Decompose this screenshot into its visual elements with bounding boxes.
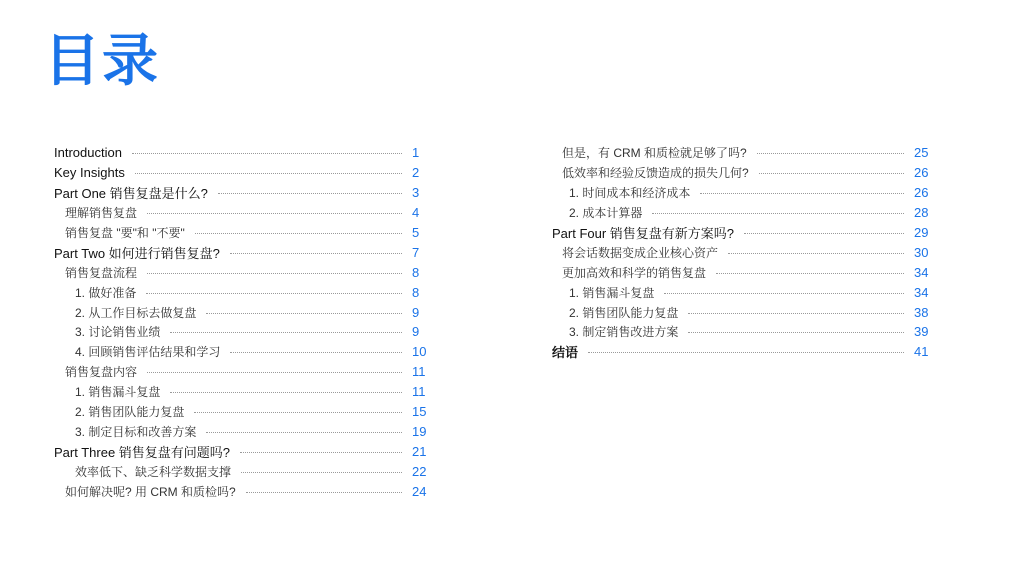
toc-left-column — [54, 143, 434, 501]
toc-entry-label: 将会话数据变成企业核心资产 — [562, 245, 719, 260]
toc-entry[interactable] — [54, 163, 434, 183]
toc-entry-label: Key Insights — [54, 165, 125, 181]
toc-entry[interactable] — [54, 461, 434, 481]
dot-leader — [147, 372, 402, 373]
toc-entry[interactable] — [54, 322, 434, 342]
dot-leader — [147, 273, 402, 274]
toc-entry-page: 8 — [412, 284, 420, 300]
toc-entry-page: 29 — [914, 225, 929, 240]
dot-leader — [170, 332, 402, 333]
toc-entry-label: 效率低下、缺乏科学数据支撑 — [75, 464, 232, 479]
toc-entry-label: 2. 销售团队能力复盘 — [569, 305, 679, 320]
toc-entry-page: 3 — [412, 185, 420, 201]
toc-entry-label: 4. 回顾销售评估结果和学习 — [75, 345, 221, 360]
toc-right-column — [552, 143, 936, 362]
toc-entry[interactable] — [54, 223, 434, 243]
toc-entry-label: Part Four 销售复盘有新方案吗? — [552, 226, 735, 241]
toc-entry-label: Introduction — [54, 145, 122, 161]
dot-leader — [652, 213, 904, 214]
dot-leader — [241, 472, 402, 473]
toc-entry[interactable] — [54, 282, 434, 302]
toc-entry-label: 2. 销售团队能力复盘 — [75, 405, 185, 420]
toc-entry[interactable] — [552, 183, 936, 203]
toc-entry-label: 更加高效和科学的销售复盘 — [562, 265, 707, 280]
toc-entry-page: 26 — [914, 165, 929, 181]
toc-entry-page: 34 — [914, 284, 929, 300]
toc-entry-page: 2 — [412, 165, 420, 181]
toc-entry-page: 30 — [914, 244, 929, 260]
toc-entry-label: 理解销售复盘 — [65, 206, 138, 221]
toc-entry[interactable] — [54, 402, 434, 422]
toc-entry-page: 21 — [412, 443, 427, 459]
dot-leader — [240, 452, 402, 453]
dot-leader — [688, 332, 904, 333]
dot-leader — [170, 392, 402, 393]
dot-leader — [218, 193, 402, 194]
dot-leader — [230, 253, 402, 254]
toc-entry-label: Part Two 如何进行销售复盘? — [54, 245, 220, 261]
toc-entry-page: 9 — [412, 324, 420, 340]
toc-entry[interactable] — [54, 382, 434, 402]
toc-entry-label: 1. 做好准备 — [75, 285, 137, 300]
toc-entry-label: 3. 制定销售改进方案 — [569, 325, 679, 340]
toc-entry-label: Part Three 销售复盘有问题吗? — [54, 444, 231, 460]
toc-entry-label: 销售复盘流程 — [65, 265, 138, 280]
dot-leader — [664, 293, 904, 294]
dot-leader — [759, 173, 904, 174]
toc-entry[interactable] — [552, 203, 936, 223]
dot-leader — [744, 233, 904, 234]
toc-entry[interactable] — [54, 262, 434, 282]
toc-entry-label: 3. 制定目标和改善方案 — [75, 424, 197, 439]
toc-entry-label: 如何解决呢? 用 CRM 和质检吗? — [65, 484, 236, 499]
dot-leader — [194, 412, 402, 413]
toc-entry[interactable] — [54, 481, 434, 501]
toc-entry-label: Part One 销售复盘是什么? — [54, 186, 208, 202]
toc-entry[interactable] — [54, 242, 434, 262]
toc-entry[interactable] — [552, 282, 936, 302]
toc-entry[interactable] — [552, 163, 936, 183]
toc-entry-label: 2. 成本计算器 — [569, 206, 643, 221]
toc-entry-page: 10 — [412, 344, 427, 360]
dot-leader — [135, 173, 402, 174]
toc-entry[interactable] — [552, 223, 936, 243]
toc-entry[interactable] — [54, 203, 434, 223]
toc-entry[interactable] — [552, 302, 936, 322]
toc-entry-page: 41 — [914, 344, 929, 360]
toc-entry-page: 26 — [914, 185, 929, 201]
toc-entry-label: 1. 销售漏斗复盘 — [569, 285, 655, 300]
toc-entry-label: 2. 从工作目标去做复盘 — [75, 305, 197, 320]
toc-entry-page: 1 — [412, 145, 420, 161]
toc-entry-page: 5 — [412, 225, 420, 240]
toc-entry-page: 11 — [412, 384, 426, 400]
dot-leader — [757, 153, 904, 154]
dot-leader — [246, 492, 402, 493]
toc-entry-page: 22 — [412, 463, 427, 479]
toc-entry-label: 低效率和经验反馈造成的损失几何? — [562, 166, 749, 181]
toc-entry[interactable] — [552, 322, 936, 342]
toc-entry-page: 11 — [412, 364, 426, 380]
toc-entry[interactable] — [54, 143, 434, 163]
toc-entry[interactable] — [54, 342, 434, 362]
toc-entry-page: 34 — [914, 264, 929, 280]
page-title: 目录 — [44, 29, 160, 94]
toc-entry-label: 1. 时间成本和经济成本 — [569, 186, 691, 201]
toc-entry-label: 但是，有 CRM 和质检就足够了吗? — [562, 146, 747, 161]
toc-entry-label: 销售复盘内容 — [65, 365, 138, 380]
toc-entry-page: 25 — [914, 145, 929, 161]
dot-leader — [147, 213, 402, 214]
dot-leader — [195, 233, 402, 234]
toc-entry[interactable] — [54, 421, 434, 441]
toc-entry[interactable] — [54, 183, 434, 203]
toc-entry-page: 9 — [412, 304, 420, 320]
toc-entry-page: 19 — [412, 423, 427, 439]
toc-entry-page: 15 — [412, 404, 427, 420]
dot-leader — [588, 352, 904, 353]
dot-leader — [688, 313, 904, 314]
toc-entry-label: 1. 销售漏斗复盘 — [75, 385, 161, 400]
dot-leader — [716, 273, 904, 274]
dot-leader — [206, 313, 402, 314]
toc-entry-page: 39 — [914, 324, 929, 340]
toc-entry[interactable] — [552, 242, 936, 262]
toc-entry-page: 8 — [412, 264, 420, 280]
dot-leader — [700, 193, 904, 194]
toc-entry[interactable] — [552, 262, 936, 282]
toc-entry[interactable] — [552, 342, 936, 362]
toc-entry-page: 4 — [412, 205, 420, 221]
dot-leader — [146, 293, 402, 294]
toc-entry[interactable] — [54, 302, 434, 322]
dot-leader — [728, 253, 904, 254]
toc-entry-page: 28 — [914, 205, 929, 221]
toc-entry-page: 24 — [412, 483, 427, 499]
toc-entry[interactable] — [54, 441, 434, 461]
dot-leader — [206, 432, 402, 433]
dot-leader — [132, 153, 402, 154]
toc-entry-label: 结语 — [552, 345, 579, 361]
toc-entry-label: 3. 讨论销售业绩 — [75, 325, 161, 340]
toc-entry-page: 7 — [412, 244, 420, 260]
toc-entry-label: 销售复盘 "要"和 "不要" — [65, 226, 185, 240]
toc-entry-page: 38 — [914, 304, 929, 320]
dot-leader — [230, 352, 402, 353]
toc-entry[interactable] — [552, 143, 936, 163]
toc-entry[interactable] — [54, 362, 434, 382]
